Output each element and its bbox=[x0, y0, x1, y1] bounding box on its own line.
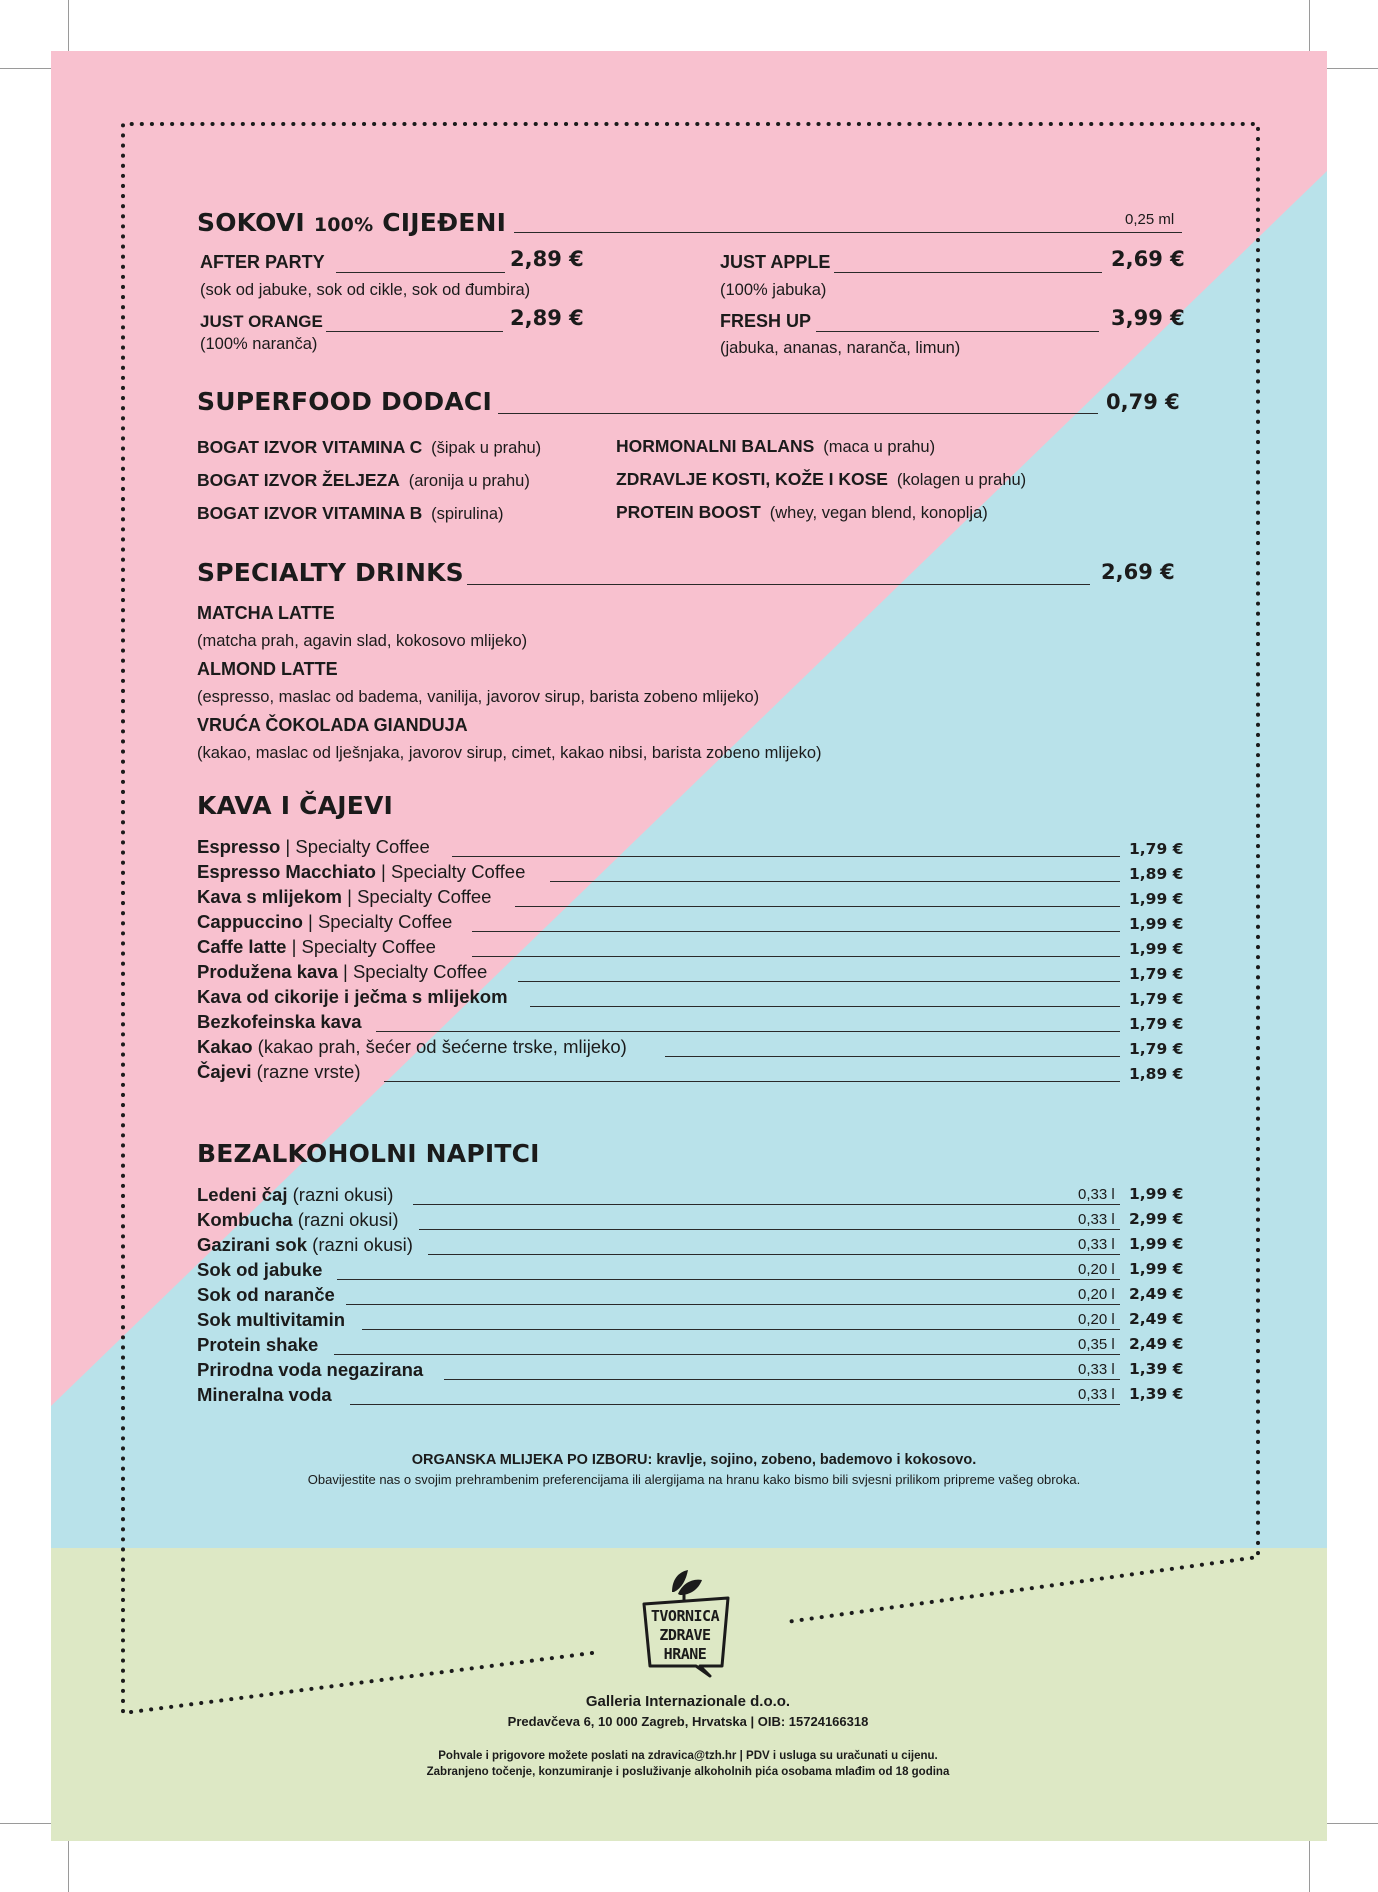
superfood-price: 0,79 € bbox=[1106, 390, 1180, 414]
leader-line bbox=[428, 1254, 1120, 1255]
soft-drink-price: 1,99 € bbox=[1129, 1185, 1184, 1203]
soft-drink-price: 2,49 € bbox=[1129, 1335, 1184, 1353]
specialty-item-desc: (espresso, maslac od badema, vanilija, javorov sirup, barista zobeno mlijeko) bbox=[197, 688, 760, 706]
soft-drink-volume: 0,20 l bbox=[1078, 1286, 1115, 1303]
coffee-item: Caffe latte | Specialty Coffee bbox=[197, 936, 436, 957]
soft-drink-price: 2,49 € bbox=[1129, 1310, 1184, 1328]
soft-drink-volume: 0,20 l bbox=[1078, 1261, 1115, 1278]
superfood-item-name: PROTEIN BOOST bbox=[616, 502, 761, 522]
superfood-item-name: BOGAT IZVOR ŽELJEZA bbox=[197, 470, 400, 490]
specialty-item-name: ALMOND LATTE bbox=[197, 659, 338, 679]
superfood-item-note: (spirulina) bbox=[431, 505, 504, 523]
leader-line bbox=[334, 1354, 1120, 1355]
soft-drink-price: 2,49 € bbox=[1129, 1285, 1184, 1303]
soft-drink-volume: 0,33 l bbox=[1078, 1386, 1115, 1403]
coffee-title: KAVA I ČAJEVI bbox=[197, 791, 394, 820]
logo-line: TVORNICA bbox=[650, 1607, 720, 1625]
superfood-item-note: (whey, vegan blend, konoplja) bbox=[769, 504, 988, 522]
crop-mark bbox=[1309, 1841, 1310, 1892]
specialty-item-name: MATCHA LATTE bbox=[197, 603, 335, 623]
leader-line bbox=[665, 1056, 1120, 1057]
coffee-price: 1,79 € bbox=[1129, 1015, 1184, 1033]
company-address: Predavčeva 6, 10 000 Zagreb, Hrvatska | OIB: 15724166318 bbox=[507, 1714, 869, 1729]
coffee-price: 1,99 € bbox=[1129, 890, 1184, 908]
coffee-item: Bezkofeinska kava bbox=[197, 1011, 362, 1032]
leader-line bbox=[498, 413, 1098, 414]
coffee-item: Espresso | Specialty Coffee bbox=[197, 836, 430, 857]
juice-price: 3,99 € bbox=[1111, 306, 1185, 330]
leader-line bbox=[384, 1081, 1120, 1082]
leader-line bbox=[816, 331, 1099, 332]
juice-desc: (100% naranča) bbox=[200, 335, 318, 353]
leader-line bbox=[346, 1304, 1120, 1305]
crop-mark bbox=[1327, 68, 1378, 69]
juices-title: SOKOVI 100% CIJEĐENI bbox=[197, 208, 507, 237]
superfood-item-note: (šipak u prahu) bbox=[431, 439, 542, 457]
juice-desc: (jabuka, ananas, naranča, limun) bbox=[720, 339, 961, 357]
soft-drink-item: Gazirani sok (razni okusi) bbox=[197, 1234, 413, 1255]
feedback-note: Pohvale i prigovore možete poslati na zdravica@tzh.hr | PDV i usluga su uračunati u cijenu. bbox=[438, 1750, 938, 1762]
soft-drinks-title: BEZALKOHOLNI NAPITCI bbox=[197, 1139, 540, 1168]
soft-drink-price: 1,39 € bbox=[1129, 1385, 1184, 1403]
crop-mark bbox=[68, 0, 69, 51]
leader-line bbox=[444, 1379, 1120, 1380]
coffee-item: Kakao (kakao prah, šećer od šećerne trske, mlijeko) bbox=[197, 1036, 627, 1057]
crop-mark bbox=[68, 1841, 69, 1892]
coffee-price: 1,89 € bbox=[1129, 865, 1184, 883]
leader-line bbox=[337, 1279, 1120, 1280]
crop-mark bbox=[1309, 0, 1310, 51]
soft-drink-price: 2,99 € bbox=[1129, 1210, 1184, 1228]
soft-drink-volume: 0,35 l bbox=[1078, 1336, 1115, 1353]
soft-drink-item: Protein shake bbox=[197, 1334, 319, 1355]
soft-drink-volume: 0,33 l bbox=[1078, 1236, 1115, 1253]
soft-drink-volume: 0,33 l bbox=[1078, 1186, 1115, 1203]
soft-drink-volume: 0,20 l bbox=[1078, 1311, 1115, 1328]
coffee-price: 1,79 € bbox=[1129, 840, 1184, 858]
soft-drink-price: 1,99 € bbox=[1129, 1260, 1184, 1278]
milk-note: ORGANSKA MLIJEKA PO IZBORU: kravlje, sojino, zobeno, bademovo i kokosovo. bbox=[411, 1452, 977, 1468]
company-name: Galleria Internazionale d.o.o. bbox=[585, 1693, 791, 1710]
superfood-item-note: (aronija u prahu) bbox=[408, 472, 530, 490]
specialty-item-desc: (matcha prah, agavin slad, kokosovo mlijeko) bbox=[197, 632, 528, 650]
superfood-item-name: BOGAT IZVOR VITAMINA B bbox=[197, 503, 423, 523]
soft-drink-price: 1,39 € bbox=[1129, 1360, 1184, 1378]
juice-desc: (sok od jabuke, sok od cikle, sok od đumbira) bbox=[200, 281, 531, 299]
juice-name: AFTER PARTY bbox=[200, 252, 325, 272]
crop-mark bbox=[1327, 1823, 1378, 1824]
coffee-item: Kava od cikorije i ječma s mlijekom bbox=[197, 986, 508, 1007]
leader-line bbox=[413, 1204, 1120, 1205]
superfood-item bbox=[197, 470, 530, 491]
juice-desc: (100% jabuka) bbox=[720, 281, 827, 299]
coffee-item: Čajevi (razne vrste) bbox=[197, 1061, 361, 1082]
juices-volume: 0,25 ml bbox=[1125, 211, 1175, 228]
soft-drink-item: Prirodna voda negazirana bbox=[197, 1359, 424, 1380]
leader-line bbox=[834, 272, 1102, 273]
superfood-item bbox=[616, 502, 988, 523]
soft-drink-volume: 0,33 l bbox=[1078, 1211, 1115, 1228]
crop-mark bbox=[0, 1823, 51, 1824]
specialty-title: SPECIALTY DRINKS bbox=[197, 558, 464, 587]
leader-line bbox=[326, 331, 503, 332]
leader-line bbox=[514, 232, 1182, 233]
soft-drink-item: Mineralna voda bbox=[197, 1384, 332, 1405]
juice-price: 2,69 € bbox=[1111, 247, 1185, 271]
soft-drink-item: Sok multivitamin bbox=[197, 1309, 346, 1330]
logo-text bbox=[642, 1607, 728, 1664]
coffee-price: 1,89 € bbox=[1129, 1065, 1184, 1083]
superfood-item-note: (kolagen u prahu) bbox=[896, 471, 1027, 489]
leader-line bbox=[467, 584, 1090, 585]
leader-line bbox=[336, 272, 505, 273]
superfood-title: SUPERFOOD DODACI bbox=[197, 387, 492, 416]
leader-line bbox=[452, 856, 1120, 857]
age-restriction-note: Zabranjeno točenje, konzumiranje i posluživanje alkoholnih pića osobama mlađim od 18 godina bbox=[426, 1766, 950, 1778]
leader-line bbox=[515, 906, 1120, 907]
coffee-item: Kava s mlijekom | Specialty Coffee bbox=[197, 886, 492, 907]
specialty-item-name: VRUĆA ČOKOLADA GIANDUJA bbox=[197, 715, 468, 735]
coffee-price: 1,99 € bbox=[1129, 940, 1184, 958]
leader-line bbox=[472, 956, 1120, 957]
coffee-price: 1,79 € bbox=[1129, 1040, 1184, 1058]
coffee-item: Cappuccino | Specialty Coffee bbox=[197, 911, 453, 932]
leader-line bbox=[518, 981, 1120, 982]
soft-drink-item: Ledeni čaj (razni okusi) bbox=[197, 1184, 394, 1205]
juice-price: 2,89 € bbox=[510, 247, 584, 271]
superfood-item-note: (maca u prahu) bbox=[823, 438, 936, 456]
soft-drink-price: 1,99 € bbox=[1129, 1235, 1184, 1253]
leader-line bbox=[376, 1031, 1120, 1032]
leader-line bbox=[419, 1229, 1120, 1230]
coffee-item: Produžena kava | Specialty Coffee bbox=[197, 961, 488, 982]
leader-line bbox=[362, 1329, 1120, 1330]
specialty-price: 2,69 € bbox=[1101, 560, 1175, 584]
leader-line bbox=[350, 1404, 1120, 1405]
specialty-item-desc: (kakao, maslac od lješnjaka, javorov sirup, cimet, kakao nibsi, barista zobeno mlijeko) bbox=[197, 744, 822, 762]
superfood-item bbox=[197, 503, 504, 524]
soft-drink-item: Sok od naranče bbox=[197, 1284, 335, 1305]
soft-drink-item: Kombucha (razni okusi) bbox=[197, 1209, 399, 1230]
juice-name: JUST ORANGE bbox=[200, 312, 323, 331]
juice-name: JUST APPLE bbox=[720, 252, 831, 272]
crop-mark bbox=[0, 68, 51, 69]
coffee-price: 1,79 € bbox=[1129, 965, 1184, 983]
superfood-item-name: BOGAT IZVOR VITAMINA C bbox=[197, 437, 423, 457]
allergy-note: Obavijestite nas o svojim prehrambenim preferencijama ili alergijama na hranu kako bismo bili svjesni prilikom pripreme vašeg obroka. bbox=[307, 1472, 1081, 1487]
soft-drink-item: Sok od jabuke bbox=[197, 1259, 323, 1280]
superfood-item bbox=[197, 437, 541, 458]
logo-line: HRANE bbox=[663, 1645, 707, 1663]
soft-drink-volume: 0,33 l bbox=[1078, 1361, 1115, 1378]
coffee-price: 1,99 € bbox=[1129, 915, 1184, 933]
juice-name: FRESH UP bbox=[720, 311, 812, 331]
juice-price: 2,89 € bbox=[510, 306, 584, 330]
leader-line bbox=[472, 931, 1120, 932]
logo-line: ZDRAVE bbox=[659, 1626, 711, 1644]
superfood-item-name: ZDRAVLJE KOSTI, KOŽE I KOSE bbox=[616, 469, 888, 489]
leader-line bbox=[550, 881, 1120, 882]
superfood-item-name: HORMONALNI BALANS bbox=[616, 436, 815, 456]
coffee-price: 1,79 € bbox=[1129, 990, 1184, 1008]
leader-line bbox=[530, 1006, 1120, 1007]
superfood-item bbox=[616, 436, 935, 457]
coffee-item: Espresso Macchiato | Specialty Coffee bbox=[197, 861, 526, 882]
brand-logo bbox=[636, 1562, 746, 1680]
superfood-item bbox=[616, 469, 1026, 490]
